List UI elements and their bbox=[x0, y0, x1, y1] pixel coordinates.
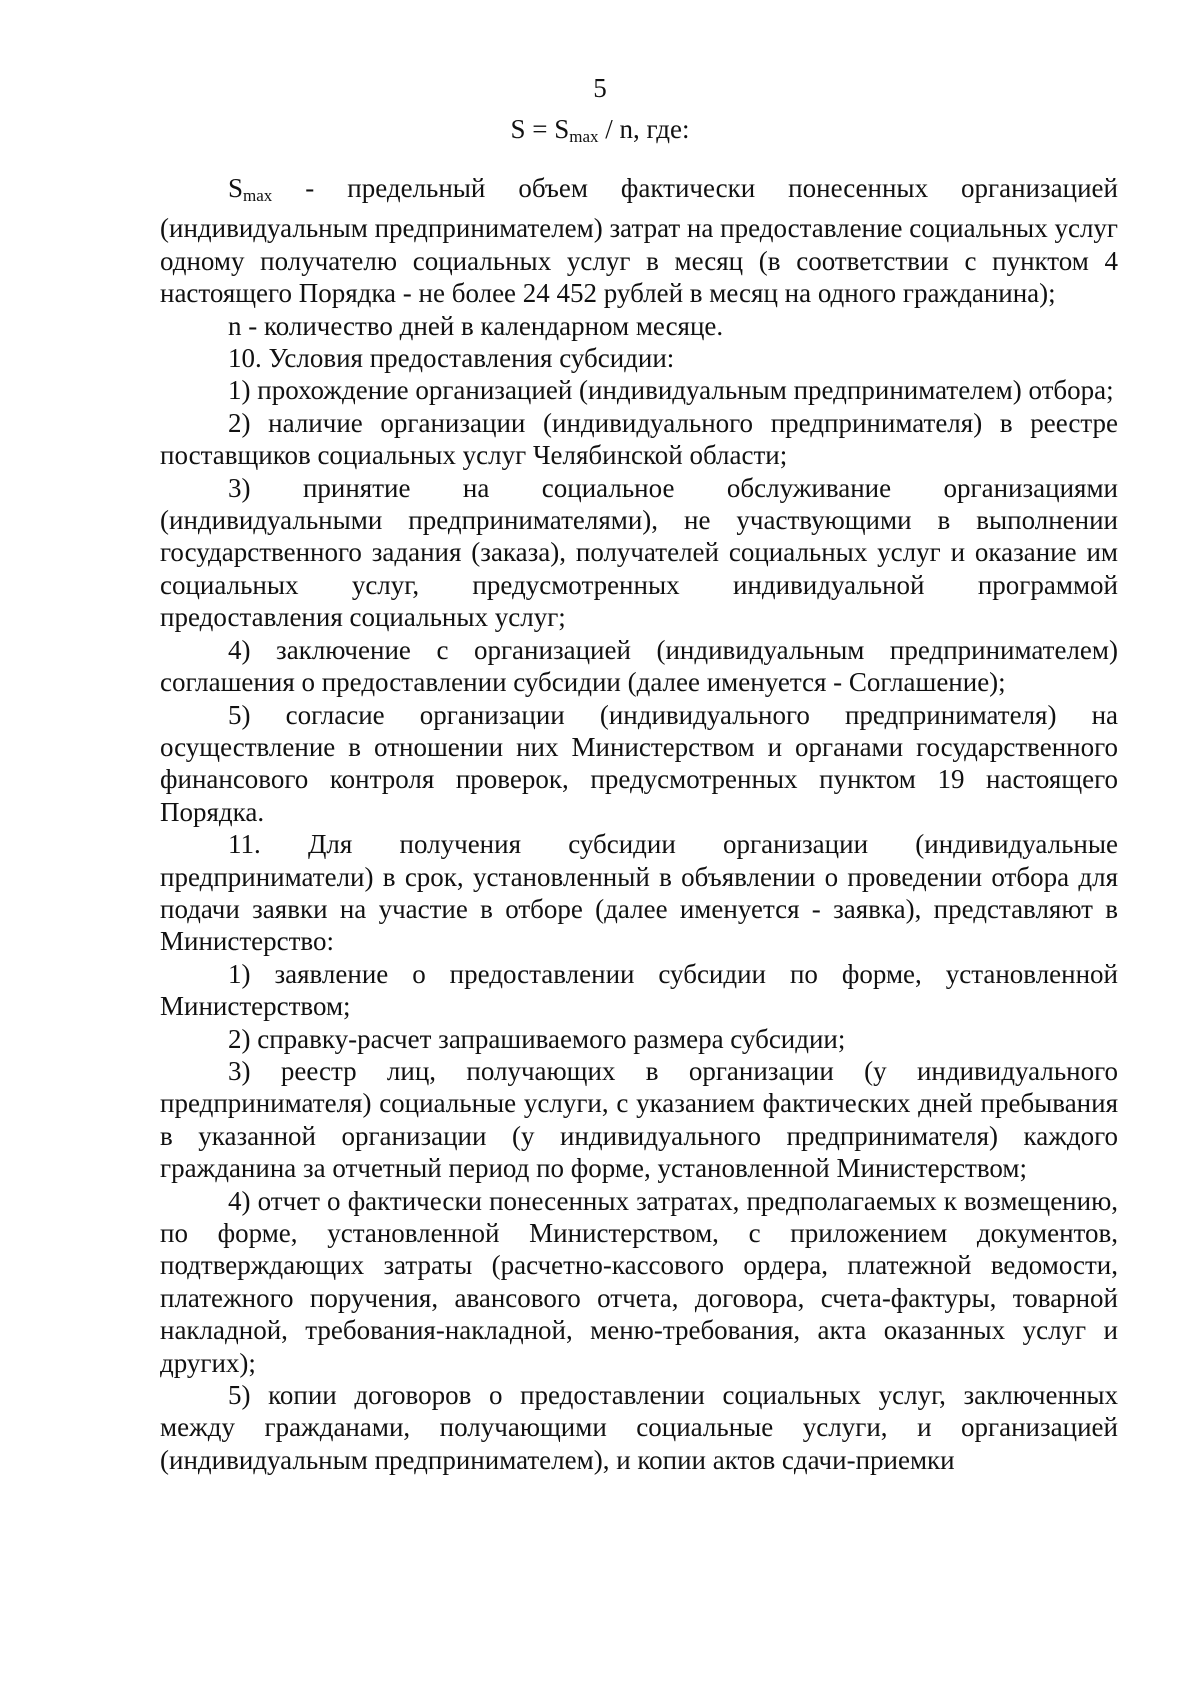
page-number: 5 bbox=[593, 73, 607, 103]
paragraph: 1) заявление о предоставлении субсидии по форме, установленной Министерством; bbox=[160, 958, 1118, 1022]
smax-subscript: max bbox=[243, 186, 273, 205]
formula bbox=[0, 112, 1200, 154]
paragraph: 1) прохождение организацией (индивидуальным предпринимателем) отбора; bbox=[228, 375, 1114, 406]
paragraph: 3) реестр лиц, получающих в организации (у индивидуального предпринимателя) социальные услуги, с указанием фактических дней пребывания в указанной организации (у индивидуального предпринимателя) каждого гражданина за отчетный период по форме, установленной Министерством; bbox=[160, 1055, 1118, 1184]
paragraph: 11. Для получения субсидии организации (индивидуальные предприниматели) в срок, установленный в объявлении о проведении отбора для подачи заявки на участие в отборе (далее именуется - заявка), представляют в Министерство: bbox=[160, 829, 1118, 957]
paragraph: 4) отчет о фактически понесенных затратах, предполагаемых к возмещению, по форме, установленной Министерством, с приложением документов, подтверждающих затраты (расчетно-кассового ордера, платежной ведомости, платежного поручения, авансового отчета, договора, счета-фактуры, товарной накладной, требования-накладной, меню-требования, акта оказанных услуг и других); bbox=[160, 1185, 1118, 1378]
definition-smax bbox=[160, 172, 1118, 310]
formula-rest: / n, где: bbox=[598, 114, 690, 144]
paragraph: 5) согласие организации (индивидуального предпринимателя) на осуществление в отношении них Министерством и органами государственного финансового контроля проверок, предусмотренных пунктом 19 настоящего Порядка. bbox=[160, 699, 1118, 827]
paragraph: 2) наличие организации (индивидуального предпринимателя) в реестре поставщиков социальных услуг Челябинской области; bbox=[160, 407, 1118, 471]
paragraph: 2) справку-расчет запрашиваемого размера субсидии; bbox=[228, 1023, 846, 1054]
paragraph: 5) копии договоров о предоставлении социальных услуг, заключенных между гражданами, получающими социальные услуги, и организацией (индивидуальным предпринимателем), и копии актов сдачи-приемки bbox=[160, 1380, 1118, 1475]
paragraph: 3) принятие на социальное обслуживание организациями (индивидуальными предпринимателями), не участвующими в выполнении государственного задания (заказа), получателей социальных услуг и оказание им социальных услуг, предусмотренных индивидуальной программой предоставления социальных услуг; bbox=[160, 472, 1118, 633]
definition-n: n - количество дней в календарном месяце. bbox=[228, 310, 724, 341]
document-body bbox=[160, 172, 1118, 1476]
formula-subscript: max bbox=[569, 127, 599, 146]
paragraph: 10. Условия предоставления субсидии: bbox=[228, 343, 675, 374]
formula-lhs: S = S bbox=[510, 114, 570, 144]
smax-text: - предельный объем фактически понесенных организацией (индивидуальным предпринимателем) затрат на предоставление социальных услуг одному получателю социальных услуг в месяц (в соответствии с пунктом 4 настоящего Порядка - не более 24 452 рублей в месяц на одного гражданина); bbox=[160, 173, 1118, 309]
smax-symbol: S bbox=[228, 173, 244, 203]
paragraph: 4) заключение с организацией (индивидуальным предпринимателем) соглашения о предоставлении субсидии (далее именуется - Соглашение); bbox=[160, 634, 1118, 698]
